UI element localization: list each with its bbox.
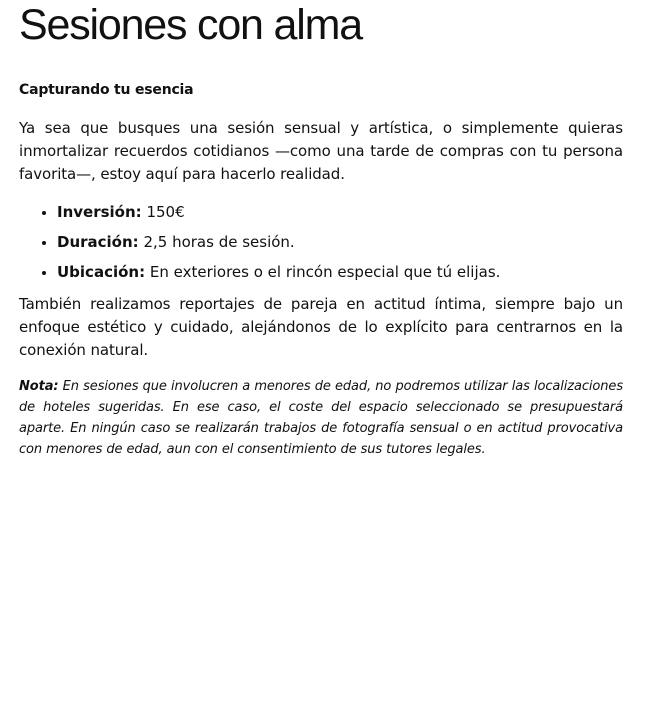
note-label: Nota:: [19, 379, 59, 394]
list-item-investment: [41, 201, 623, 224]
detail-value: 2,5 horas de sesión.: [138, 233, 295, 251]
detail-value: 150€: [141, 203, 185, 221]
list-item-location: [41, 261, 623, 284]
section-subtitle: Capturando tu esencia: [19, 82, 194, 98]
page-title: Sesiones con alma: [19, 1, 362, 49]
detail-label: Duración:: [57, 233, 139, 251]
detail-label: Ubicación:: [57, 263, 146, 281]
note-paragraph: [19, 376, 623, 460]
couples-paragraph: También realizamos reportajes de pareja en actitud íntima, siempre bajo un enfoque estético y cuidado, alejándonos de lo explícito para centrarnos en la conexión natural.: [19, 295, 623, 359]
intro-paragraph: Ya sea que busques una sesión sensual y artística, o simplemente quieras inmortalizar recuerdos cotidianos —como una tarde de compras con tu persona favorita—, estoy aquí para hacerlo realidad.: [19, 119, 623, 183]
detail-label: Inversión:: [57, 203, 142, 221]
detail-value: En exteriores o el rincón especial que tú elijas.: [145, 263, 501, 281]
note-text: En sesiones que involucren a menores de edad, no podremos utilizar las localizaciones de hoteles sugeridas. En ese caso, el coste del espacio seleccionado se presupuestará aparte. En ningún caso se realizarán trabajos de fotografía sensual o en actitud provocativa con menores de edad, aun con el consentimiento de sus tutores legales.: [19, 379, 623, 457]
session-details-list: [19, 201, 623, 284]
list-item-duration: [41, 231, 623, 254]
